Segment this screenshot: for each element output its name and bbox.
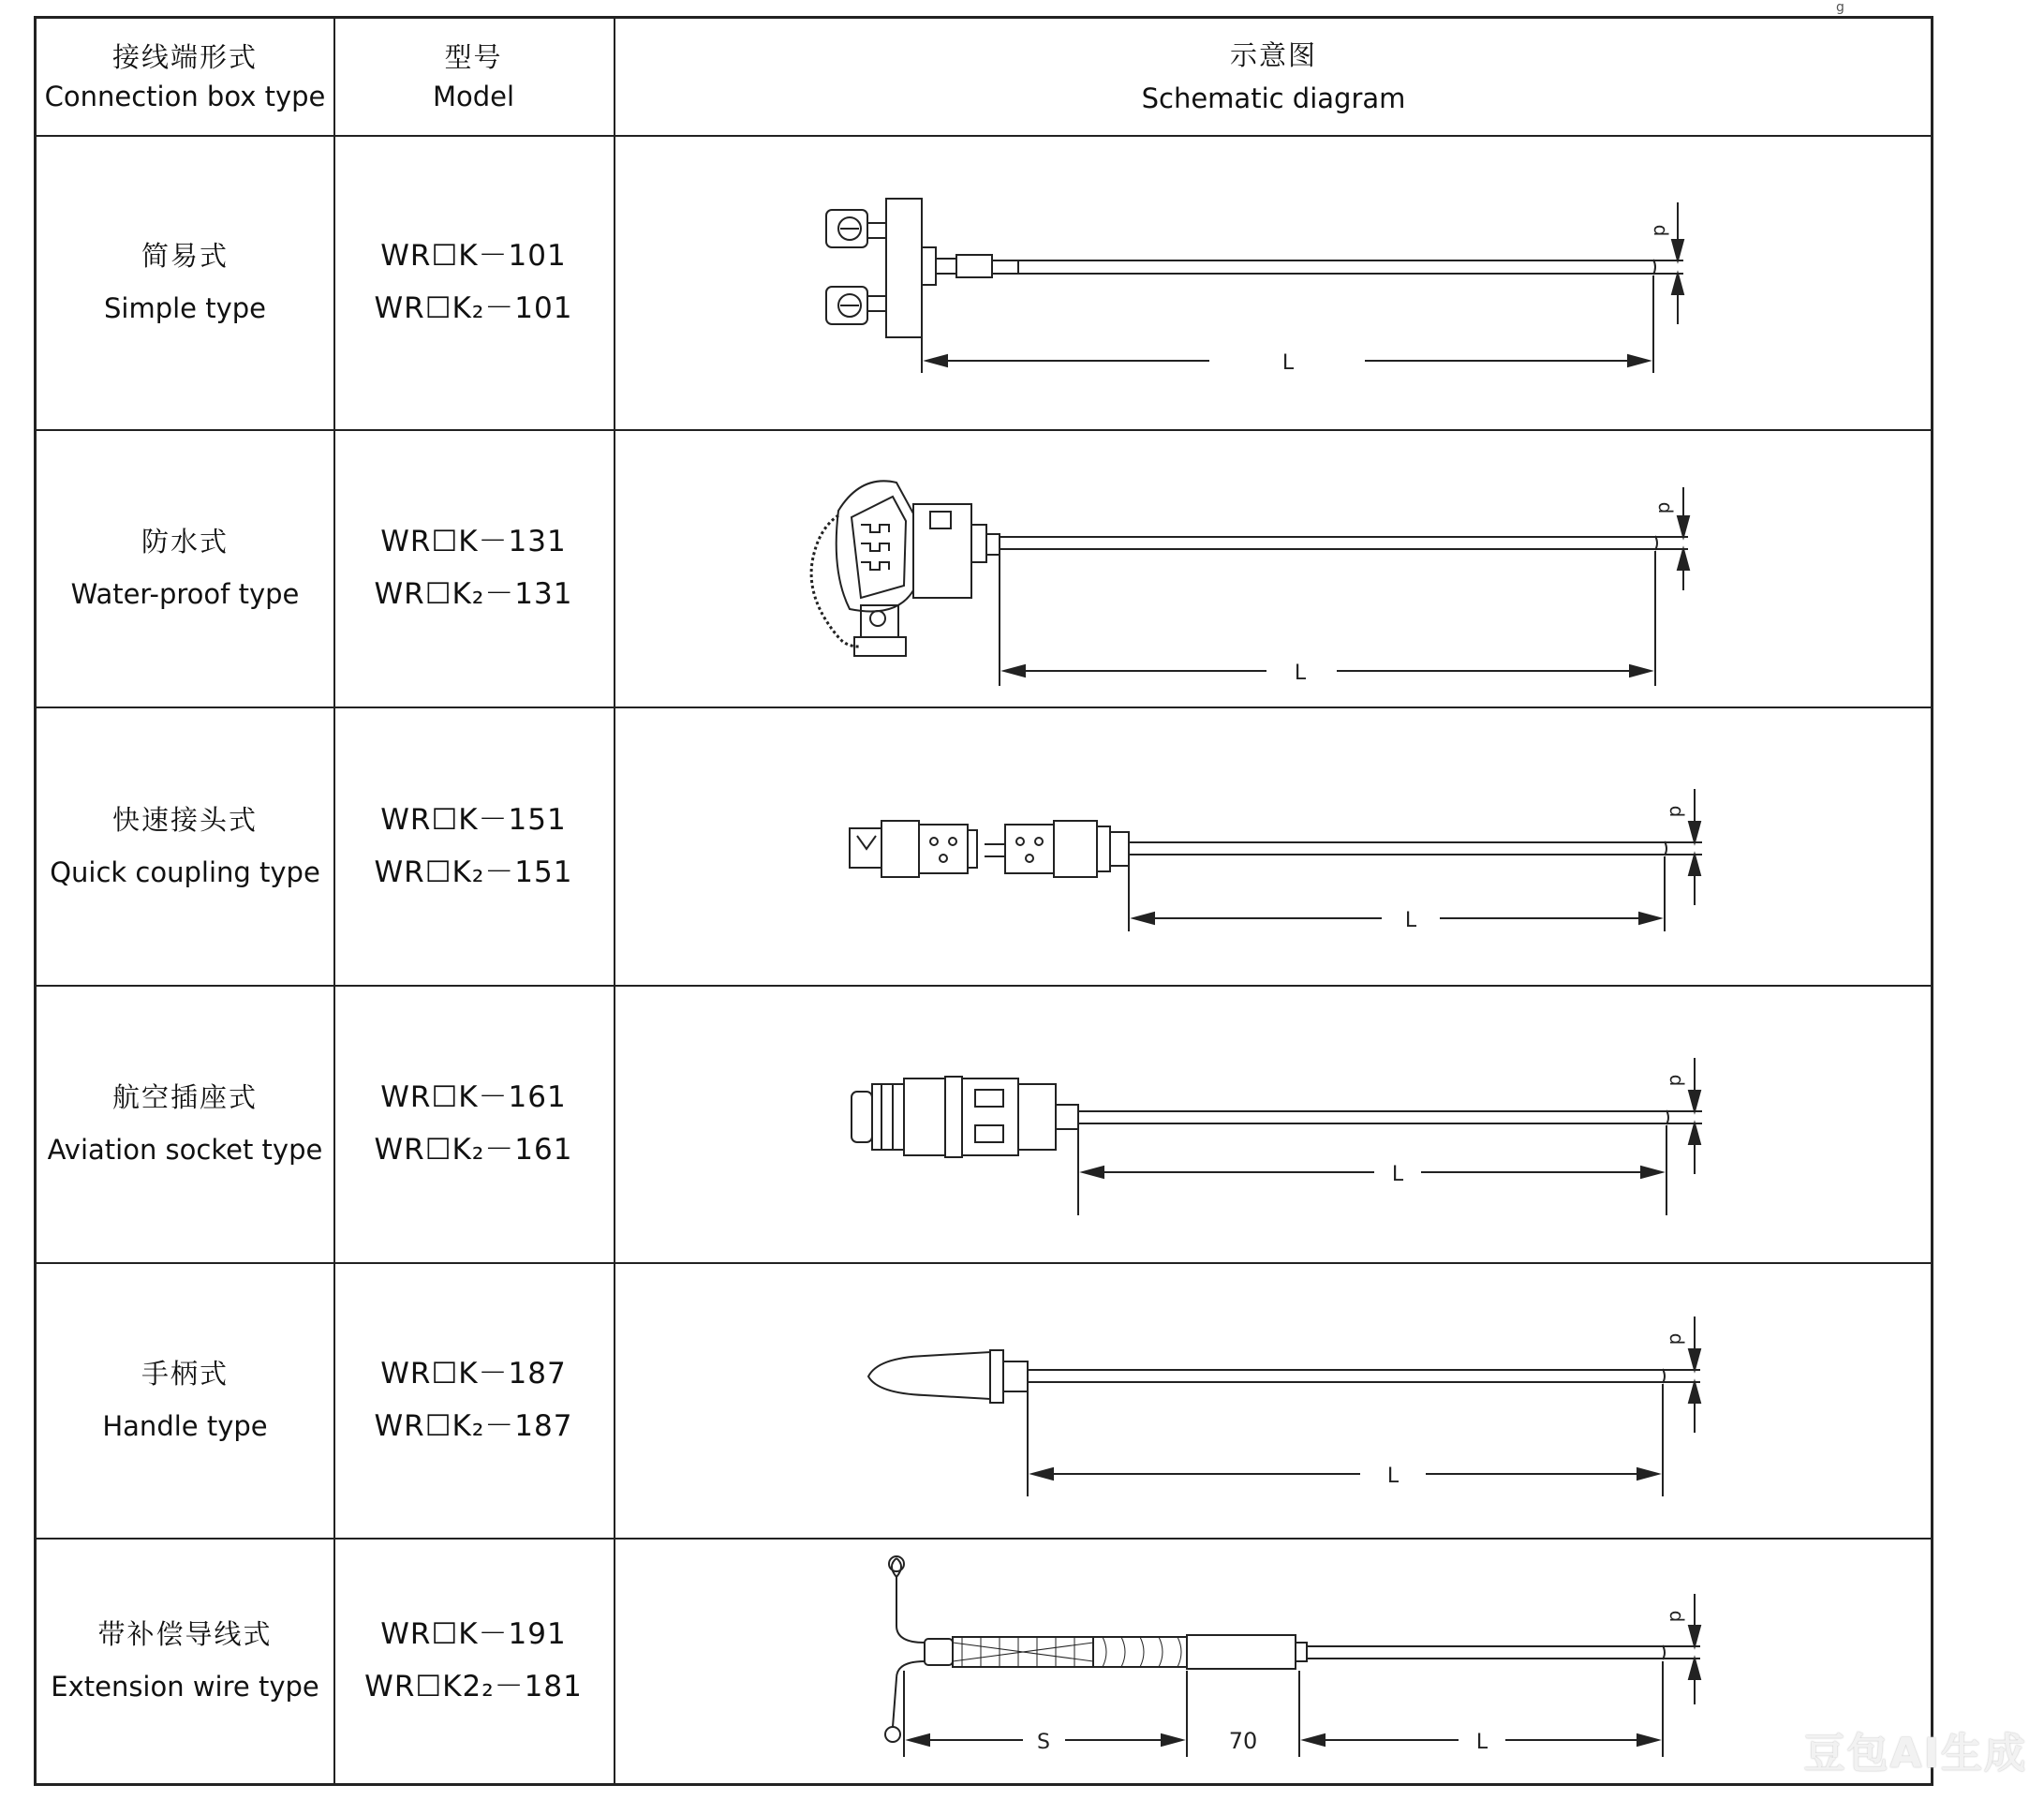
model-line: WR☐K₂－161 (374, 1133, 573, 1167)
diagram-handle-type (615, 1264, 1932, 1536)
model-line: WR☐K－151 (380, 802, 567, 837)
extension-wire-icon (885, 1556, 1307, 1742)
header-zh: 示意图 (1229, 39, 1317, 71)
header-connection-type (37, 19, 333, 135)
type-en: Aviation socket type (47, 1134, 323, 1166)
product-table (34, 16, 1933, 1786)
coupling-plug-icon (850, 821, 977, 877)
row-type-cell (37, 135, 333, 429)
model-line: WR☐K2₂－181 (364, 1670, 583, 1703)
header-model (333, 19, 614, 135)
type-en: Simple type (103, 292, 267, 324)
type-zh: 快速接头式 (111, 803, 258, 836)
svg-text:L: L (1281, 351, 1295, 375)
junction-head-icon (811, 481, 1000, 656)
header-zh: 型号 (444, 41, 503, 73)
row-model-cell (333, 1262, 614, 1538)
row-type-cell (37, 429, 333, 707)
terminal-block-icon (826, 210, 886, 324)
type-zh: 防水式 (141, 526, 229, 558)
watermark-text: 豆包AI生成 (1803, 1730, 2027, 1778)
svg-text:d: d (1654, 501, 1677, 514)
model-line: WR☐K₂－101 (374, 291, 573, 325)
model-line: WR☐K－191 (380, 1617, 567, 1651)
diagram-aviation-socket-type (615, 987, 1932, 1260)
svg-text:L: L (1386, 1465, 1400, 1488)
row-type-cell (37, 985, 333, 1262)
row-type-cell (37, 1262, 333, 1538)
header-en: Schematic diagram (1141, 82, 1406, 114)
row-type-cell (37, 1538, 333, 1783)
diagram-quick-coupling-type (615, 708, 1932, 983)
type-en: Water-proof type (70, 578, 300, 610)
type-en: Handle type (102, 1410, 268, 1442)
svg-text:L: L (1391, 1163, 1404, 1186)
svg-text:L: L (1404, 909, 1417, 932)
type-zh: 带补偿导线式 (97, 1618, 273, 1650)
diagram-waterproof-type (615, 431, 1932, 705)
svg-text:70: 70 (1228, 1728, 1258, 1754)
svg-text:d: d (1666, 805, 1688, 818)
svg-text:L: L (1294, 662, 1307, 685)
svg-text:d: d (1666, 1332, 1688, 1346)
svg-text:S: S (1037, 1731, 1050, 1754)
corner-mark: g (1836, 0, 1844, 15)
row-model-cell (333, 985, 614, 1262)
model-line: WR☐K－187 (380, 1357, 567, 1391)
type-zh: 航空插座式 (111, 1081, 258, 1113)
header-schematic (614, 19, 1933, 135)
header-en: Model (432, 81, 515, 112)
model-line: WR☐K₂－151 (374, 855, 573, 889)
aviation-connector-icon (852, 1077, 1078, 1157)
row-model-cell (333, 1538, 614, 1783)
header-zh: 接线端形式 (111, 41, 258, 73)
type-zh: 手柄式 (141, 1358, 229, 1390)
model-line: WR☐K－101 (380, 239, 567, 273)
model-line: WR☐K₂－131 (374, 577, 573, 611)
row-model-cell (333, 429, 614, 707)
model-line: WR☐K₂－187 (374, 1409, 573, 1443)
row-model-cell (333, 135, 614, 429)
svg-text:d: d (1666, 1610, 1688, 1623)
coupling-socket-icon (985, 821, 1129, 877)
header-en: Connection box type (44, 81, 326, 112)
type-zh: 简易式 (141, 240, 229, 272)
diagram-extension-wire-type (615, 1540, 1932, 1781)
svg-text:d: d (1666, 1074, 1688, 1087)
model-line: WR☐K－131 (380, 525, 567, 558)
row-model-cell (333, 707, 614, 985)
type-en: Extension wire type (51, 1671, 319, 1703)
type-en: Quick coupling type (50, 855, 320, 888)
model-line: WR☐K－161 (380, 1080, 567, 1114)
handle-grip-icon (868, 1350, 1028, 1403)
row-type-cell (37, 707, 333, 985)
svg-text:d: d (1650, 224, 1672, 237)
svg-text:L: L (1475, 1731, 1489, 1754)
diagram-simple-type (615, 137, 1932, 427)
